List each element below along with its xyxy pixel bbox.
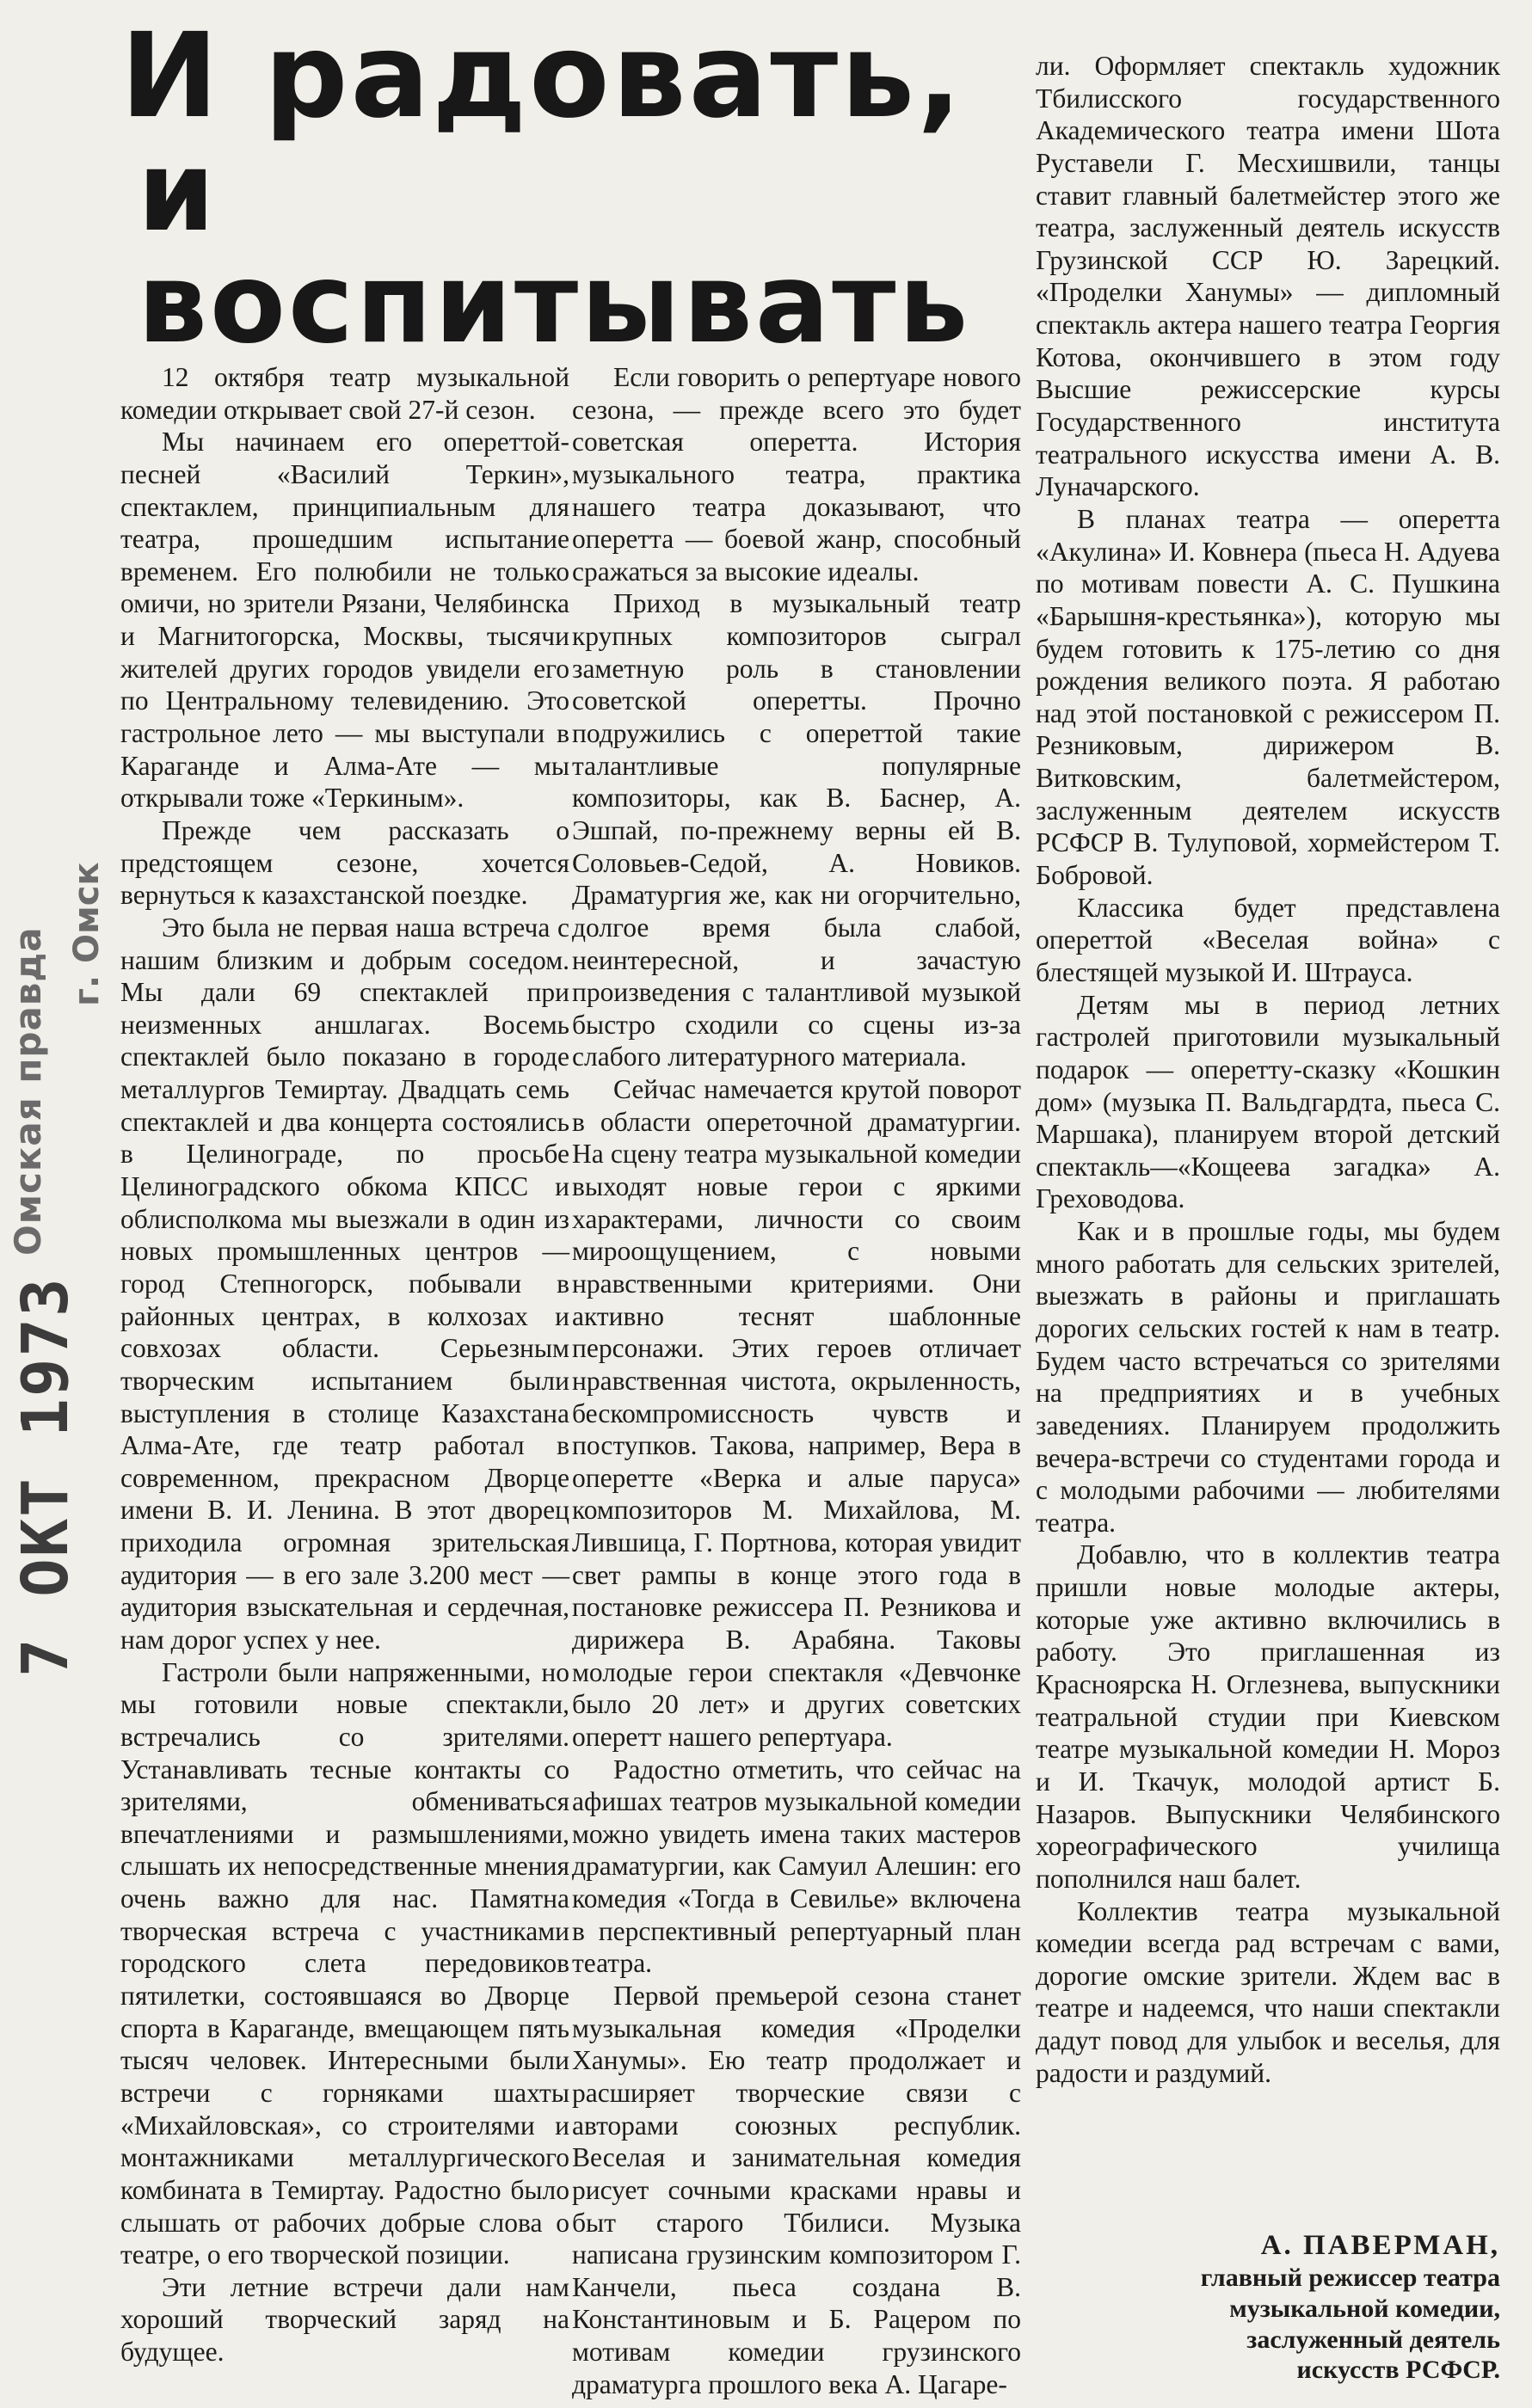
article-headline — [120, 9, 998, 369]
newspaper-name: Омская правда — [7, 926, 49, 1256]
article-column-3 — [1036, 50, 1500, 2089]
paragraph: ли. Оформляет спектакль художник Тбилисского государственного Академического театра имени Шота Руставели Г. Месхишвили, танцы ставит главный балетмейстер этого же театра, заслуженный деятель искусств Грузинской ССР Ю. Зарецкий. «Проделки Ханумы» — дипломный спектакль актера нашего театра Георгия Котова, окончившего в этом году Высшие режиссерские курсы Государственного института театрального искусства имени А. В. Луначарского. — [1036, 51, 1500, 502]
paragraph: Коллектив театра музыкальной комедии всегда рад встречам с вами, дорогие омские зрители. Ждем вас в театре и надеемся, что наши спектакли дадут повод для улыбок и веселья, для радости и раздумий. — [1036, 1895, 1500, 2088]
article-column-2 — [572, 361, 1021, 2400]
author-role: главный режиссер театра — [1200, 2264, 1500, 2293]
paragraph: Первой премьерой сезона станет музыкальная комедия «Проделки Ханумы». Ею театр продолжает и расширяет творческие связи с авторами союзных республик. Веселая и занимательная комедия рисует сочными красками нравы и быт старого Тбилиси. Музыка написана грузинским композитором Г. Канчели, пьеса создана В. Константиновым и Б. Рацером по мотивам комедии грузинского драматурга прошлого века А. Цагаре- — [572, 1981, 1021, 2399]
date-stamp: 7 ОКТ 1973 — [9, 1276, 83, 1677]
author-role: музыкальной комедии, — [1229, 2294, 1500, 2323]
paragraph: Гастроли были напряженными, но мы готовили новые спектакли, встречались со зрителями. Устанавливать тесные контакты со зрителями, обмениваться впечатлениями и размышлениями, слышать их непосредственные мнения очень важно для нас. Памятна творческая встреча с участниками городского слета передовиков пятилетки, состоявшаяся во Дворце спорта в Караганде, вмещающем пять тысяч человек. Интересными были встречи с горняками шахты «Михайловская», со строителями и монтажниками металлургического комбината в Темиртау. Радостно было слышать от рабочих добрые слова о театре, о его творческой позиции. — [120, 1656, 569, 2270]
paragraph: 12 октября театр музыкальной комедии открывает свой 27-й сезон. — [120, 362, 569, 425]
paragraph: Классика будет представлена опереттой «Веселая война» с блестящей музыкой И. Штрауса. — [1036, 892, 1500, 987]
paragraph: Детям мы в период летних гастролей приготовили музыкальный подарок — оперетту-сказку «Кошкин дом» (музыка П. Вальдгардта, пьеса С. Маршака), планируем второй детский спектакль—«Кощеева загадка» А. Греховодова. — [1036, 989, 1500, 1214]
paragraph: Мы начинаем его опереттой-песней «Василий Теркин», спектаклем, принципиальным для театра, прошедшим испытание временем. Его полюбили не только омичи, но зрители Рязани, Челябинска и Магнитогорска, Москвы, тысячи жителей других городов увидели его по Центральному телевидению. Это гастрольное лето — мы выступали в Караганде и Алма-Ате — мы открывали тоже «Теркиным». — [120, 427, 569, 814]
paragraph: Как и в прошлые годы, мы будем много работать для сельских зрителей, выезжать в районы и приглашать дорогих сельских гостей к нам в театр. Будем часто встречаться со зрителями на предприятиях и в учебных заведениях. Планируем продолжить вечера-встречи со студентами города и с молодыми рабочими — любителями театра. — [1036, 1216, 1500, 1538]
paragraph: В планах театра — оперетта «Акулина» И. Ковнера (пьеса Н. Адуева по мотивам повести А. С. Пушкина «Барышня-крестьянка»), которую мы будем готовить к 175-летию со дня рождения великого поэта. Я работаю над этой постановкой с режиссером П. Резниковым, дирижером В. Витковским, балетмейстером, заслуженным деятелем искусств РСФСР В. Тулуповой, хормейстером Т. Бобровой. — [1036, 503, 1500, 891]
archive-stamp — [0, 817, 112, 1677]
paragraph: Если говорить о репертуаре нового сезона, — прежде всего это будет советская оперетта. История музыкального театра, практика нашего театра доказывают, что оперетта — боевой жанр, способный сражаться за высокие идеалы. — [572, 362, 1021, 587]
author-title: искусств РСФСР. — [1296, 2356, 1500, 2385]
author-title: заслуженный деятель — [1246, 2325, 1500, 2354]
headline-line-1: И радовать, — [120, 9, 964, 144]
author-name: А. ПАВЕРМАН, — [1260, 2230, 1500, 2261]
headline-line-2: и воспитывать — [138, 127, 971, 369]
paragraph: Приход в музыкальный театр крупных композиторов сыграл заметную роль в становлении советской оперетты. Прочно подружились с опереттой такие талантливые популярные композиторы, как В. Баснер, А. Эшпай, по-прежнему верны ей В. Соловьев-Седой, А. Новиков. Драматургия же, как ни огорчительно, долгое время была слабой, неинтересной, и зачастую произведения с талантливой музыкой быстро сходили со сцены из-за слабого литературного материала. — [572, 588, 1021, 1072]
paragraph: Сейчас намечается крутой поворот в области опереточной драматургии. На сцену театра музыкальной комедии выходят новые герои с яркими характерами, личности со своим мироощущением, с новыми нравственными критериями. Они активно теснят шаблонные персонажи. Этих героев отличает нравственная чистота, окрыленность, бескомпромиссность чувств и поступков. Такова, например, Вера в оперетте «Верка и алые паруса» композиторов М. Михайлова, М. Лившица, Г. Портнова, которая увидит свет рампы в конце этого года в постановке режиссера П. Резникова и дирижера В. Арабяна. Таковы молодые герои спектакля «Девчонке было 20 лет» и других советских оперетт нашего репертуара. — [572, 1074, 1021, 1752]
paragraph: Радостно отметить, что сейчас на афишах театров музыкальной комедии можно увидеть имена таких мастеров драматургии, как Самуил Алешин: его комедия «Тогда в Севилье» включена в перспективный репертуарный план театра. — [572, 1754, 1021, 1979]
city-label: г. Омск — [67, 862, 107, 1006]
paragraph: Прежде чем рассказать о предстоящем сезоне, хочется вернуться к казахстанской поездке. — [120, 814, 569, 911]
article-column-1 — [120, 361, 569, 2368]
author-signature — [1036, 2229, 1500, 2386]
paragraph: Эти летние встречи дали нам хороший творческий заряд на будущее. — [120, 2271, 569, 2368]
paragraph: Добавлю, что в коллектив театра пришли новые молодые актеры, которые уже активно включились в работу. Это приглашенная из Красноярска Н. Оглезнева, выпускники театральной студии при Киевском театре музыкальной комедии Н. Мороз и И. Ткачук, молодой артист Б. Назаров. Выпускники Челябинского хореографического училища пополнился наш балет. — [1036, 1539, 1500, 1894]
paragraph: Это была не первая наша встреча с нашим близким и добрым соседом. Мы дали 69 спектаклей при неизменных аншлагах. Восемь спектаклей было показано в городе металлургов Темиртау. Двадцать семь спектаклей и два концерта состоялись в Целинограде, по просьбе Целиноградского обкома КПСС и облисполкома мы выезжали в один из новых промышленных центров — город Степногорск, побывали в районных центрах, в колхозах и совхозах области. Серьезным творческим испытанием были выступления в столице Казахстана Алма-Ате, где театр работал в современном, прекрасном Дворце имени В. И. Ленина. В этот дворец приходила огромная зрительская аудитория — в его зале 3.200 мест — аудитория взыскательная и сердечная, нам дорог успех у нее. — [120, 912, 569, 1655]
